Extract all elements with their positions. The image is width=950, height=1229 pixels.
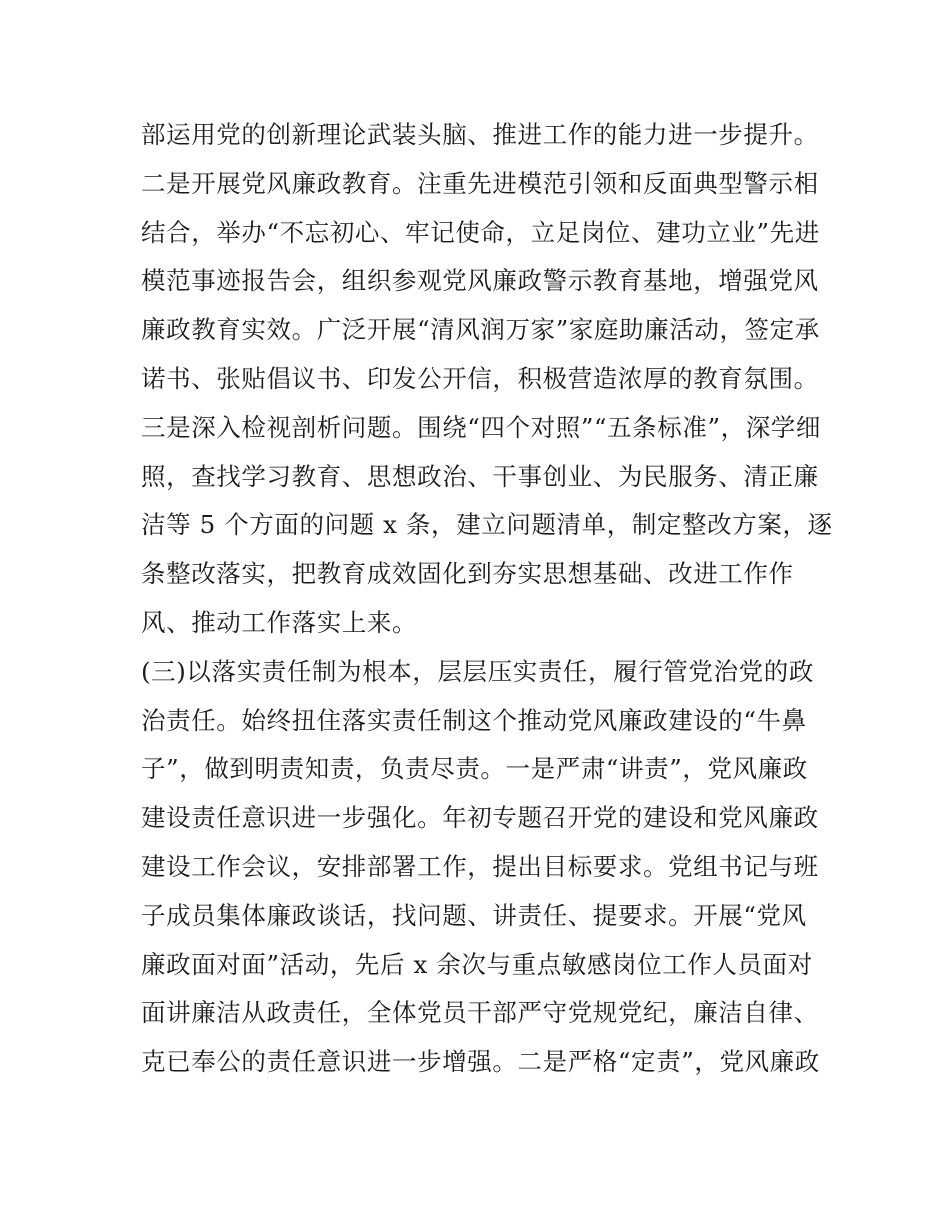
section-heading-line: (三)以落实责任制为根本，层层压实责任，履行管党治党的政 — [141, 656, 814, 686]
text-line: 廉政教育实效。广泛开展“清风润万家”家庭助廉活动，签定承 — [141, 315, 820, 345]
text-line: 模范事迹报告会，组织参观党风廉政警示教育基地，增强党风 — [141, 266, 819, 296]
text-line: 子成员集体廉政谈话，找问题、讲责任、提要求。开展“党风 — [141, 900, 807, 930]
text-line: 子”，做到明责知责，负责尽责。一是严肃“讲责”，党风廉政 — [141, 754, 808, 784]
text-line: 三是深入检视剖析问题。围绕“四个对照”“五条标准”，深学细 — [141, 412, 821, 442]
text-line: 结合，举办“不忘初心、牢记使命，立足岗位、建功立业”先进 — [141, 217, 820, 247]
text-line: 风、推动工作落实上来。 — [141, 607, 418, 637]
text-line: 建设工作会议，安排部署工作，提出目标要求。党组书记与班 — [141, 851, 819, 881]
text-line: 诺书、张贴倡议书、印发公开信，积极营造浓厚的教育氛围。 — [141, 363, 819, 393]
text-line: 照，查找学习教育、思想政治、干事创业、为民服务、清正廉 — [141, 461, 819, 491]
text-line: 条整改落实，把教育成效固化到夯实思想基础、改进工作作 — [141, 559, 794, 589]
body-text — [141, 111, 833, 1087]
text-line: 二是开展党风廉政教育。注重先进模范引领和反面典型警示相 — [141, 168, 819, 198]
text-line: 洁等 5 个方面的问题 x 条，建立问题清单，制定整改方案，逐 — [141, 510, 833, 540]
text-line: 部运用党的创新理论武装头脑、推进工作的能力进一步提升。 — [141, 120, 819, 149]
text-line: 建设责任意识进一步强化。年初专题召开党的建设和党风廉政 — [141, 803, 819, 833]
text-line: 面讲廉洁从政责任，全体党员干部严守党规党纪，廉洁自律、 — [141, 998, 819, 1028]
text-line: 廉政面对面”活动，先后 x 余次与重点敏感岗位工作人员面对 — [141, 949, 813, 979]
text-line: 治责任。始终扭住落实责任制这个推动党风廉政建设的“牛鼻 — [141, 705, 807, 735]
text-line: 克已奉公的责任意识进一步增强。二是严格“定责”，党风廉政 — [141, 1047, 820, 1077]
